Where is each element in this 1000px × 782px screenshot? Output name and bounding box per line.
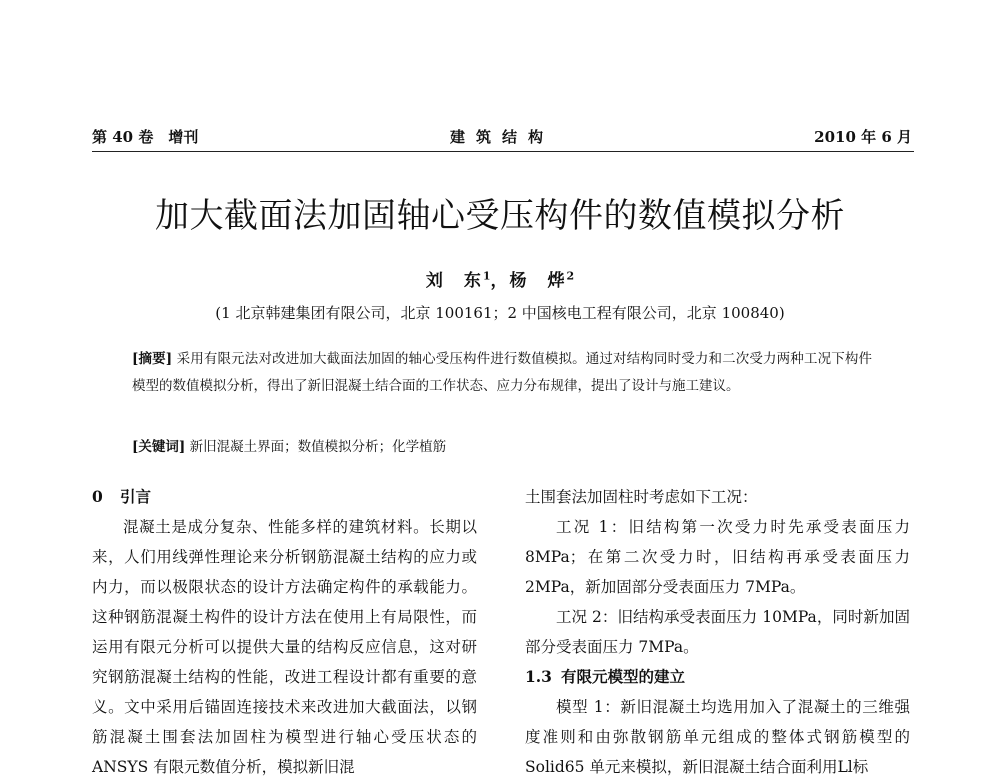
keywords [132,436,872,458]
right-column [525,482,910,782]
body-paragraph: 土围套法加固柱时考虑如下工况： [525,488,758,506]
author-line [0,266,1000,291]
section-title: 引言 [120,487,152,506]
affiliation-mark: 1 [482,269,491,283]
abstract-label: [摘要] [132,351,173,367]
section-heading [92,482,477,512]
author-separator: ， [490,271,510,291]
load-case-2: 工况 2：旧结构承受表面压力 10MPa，同时新加固部分受表面压力 7MPa。 [525,608,910,656]
load-case-1: 工况 1：旧结构第一次受力时先承受表面压力 8MPa；在第二次受力时，旧结构再承受表面压力 2MPa，新加固部分受表面压力 7MPa。 [525,518,910,596]
body-paragraph: 混凝土是成分复杂、性能多样的建筑材料。长期以来，人们用线弹性理论来分析钢筋混凝土结构的应力或内力，而以极限状态的设计方法确定构件的承载能力。这种钢筋混凝土构件的设计方法在使用上有局限性，而运用有限元分析可以提供大量的结构反应信息，这对研究钢筋混凝土结构的性能，改进工程设计都有重要的意义。文中采用后锚固连接技术来改进加大截面法，以钢筋混凝土围套法加固柱为模型进行轴心受压状态的 ANSYS 有限元数值分析，模拟新旧混 [92,518,477,776]
affiliation: (1 北京韩建集团有限公司，北京 100161；2 中国核电工程有限公司，北京 100840) [215,304,785,322]
header-rule [92,151,914,152]
journal-name: 建筑结构 [449,128,554,146]
section-number: 1.3 [525,667,552,686]
section-title: 有限元模型的建立 [561,667,686,686]
author-name: 刘 东 [425,271,483,291]
abstract [132,346,872,399]
section-heading [525,662,910,692]
author-name: 杨 烨 [509,271,567,291]
keywords-text: 新旧混凝土界面；数值模拟分析；化学植筋 [189,439,447,455]
publication-date: 2010 年 6 月 [814,128,912,146]
abstract-text: 采用有限元法对改进加大截面法加固的轴心受压构件进行数值模拟。通过对结构同时受力和二次受力两种工况下构件模型的数值模拟分析，得出了新旧混凝土结合面的工作状态、应力分布规律，提出了设计与施工建议。 [132,351,872,394]
keywords-label: [关键词] [132,439,186,455]
section-number: 0 [92,487,103,506]
paper-title: 加大截面法加固轴心受压构件的数值模拟分析 [155,196,845,236]
journal-volume-issue: 第 40 卷 增刊 [92,128,199,146]
body-paragraph: 模型 1：新旧混凝土均选用加入了混凝土的三维强度准则和由弥散钢筋单元组成的整体式钢筋模型的 Solid65 单元来模拟，新旧混凝土结合面利用Ll标 [525,698,910,776]
running-header [92,126,912,150]
left-column [92,482,477,782]
affiliation-mark: 2 [566,269,575,283]
